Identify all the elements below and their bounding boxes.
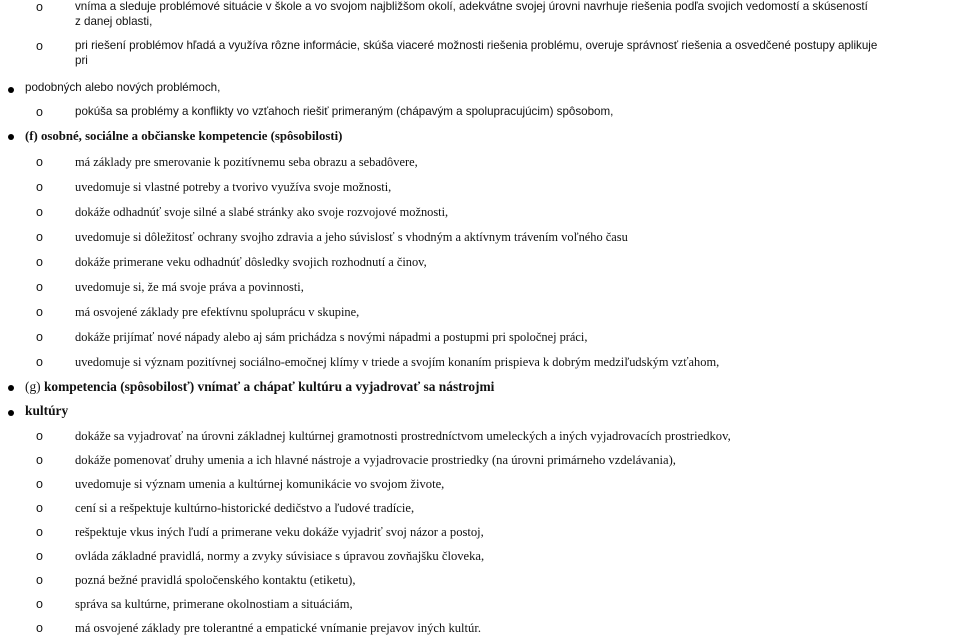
paragraph-line: podobných alebo nových problémoch, [25, 81, 221, 94]
bullet-o-marker: o [36, 105, 43, 119]
list-item: cení si a rešpektuje kultúrno-historické dedičstvo a ľudové tradície, [75, 501, 415, 515]
bullet-o-marker: o [36, 305, 43, 319]
bullet-o-marker: o [36, 180, 43, 194]
bullet-dot-marker [8, 410, 14, 416]
section-heading-f-text: (f) osobné, sociálne a občianske kompetencie (spôsobilosti) [25, 129, 343, 143]
paragraph-line: z danej oblasti, [75, 15, 153, 28]
bullet-o-marker: o [36, 453, 43, 467]
list-item: má osvojené základy pre efektívnu spoluprácu v skupine, [75, 305, 360, 319]
bullet-o-marker: o [36, 549, 43, 563]
section-heading-f [25, 129, 342, 143]
bullet-dot-marker [8, 385, 14, 391]
bullet-o-marker: o [36, 255, 43, 269]
bullet-o-marker: o [36, 573, 43, 587]
bullet-o-marker: o [36, 330, 43, 344]
list-item: dokáže prijímať nové nápady alebo aj sám prichádza s novými nápadmi a postupmi pri spoločnej práci, [75, 330, 588, 344]
bullet-o-marker: o [36, 155, 43, 169]
bullet-o-marker: o [36, 621, 43, 635]
list-item: správa sa kultúrne, primerane okolnostiam a situáciám, [75, 597, 353, 611]
list-item: uvedomuje si význam pozitívnej sociálno-emočnej klímy v triede a svojím konaním prispieva k dobrým medziľudským vzťahom, [75, 355, 720, 369]
paragraph-line: pokúša sa problémy a konflikty vo vzťahoch riešiť primeraným (chápavým a spolupracujúcim) spôsobom, [75, 105, 614, 118]
bullet-o-marker: o [36, 0, 43, 14]
paragraph-line: pri riešení problémov hľadá a využíva rôzne informácie, skúša viaceré možnosti riešenia problému, overuje správnosť riešenia a osvedčené postupy aplikuje [75, 39, 878, 52]
bullet-o-marker: o [36, 280, 43, 294]
bullet-o-marker: o [36, 355, 43, 369]
list-item: má základy pre smerovanie k pozitívnemu seba obrazu a sebadôvere, [75, 155, 418, 169]
list-item: pozná bežné pravidlá spoločenského kontaktu (etiketu), [75, 573, 356, 587]
section-heading-g-text2: kultúry [25, 403, 69, 418]
list-item: dokáže pomenovať druhy umenia a ich hlavné nástroje a vyjadrovacie prostriedky (na úrovni primárneho vzdelávania), [75, 453, 676, 467]
bullet-o-marker: o [36, 429, 43, 443]
section-heading-g-text: kompetencia (spôsobilosť) vnímať a chápať kultúru a vyjadrovať sa nástrojmi [43, 379, 495, 394]
list-item: ovláda základné pravidlá, normy a zvyky súvisiace s úpravou zovňajšku človeka, [75, 549, 485, 563]
list-item: dokáže primerane veku odhadnúť dôsledky svojich rozhodnutí a činov, [75, 255, 427, 269]
paragraph-line: pri [75, 54, 88, 67]
list-item: dokáže odhadnúť svoje silné a slabé stránky ako svoje rozvojové možnosti, [75, 205, 449, 219]
bullet-o-marker: o [36, 39, 43, 53]
list-item: dokáže sa vyjadrovať na úrovni základnej kultúrnej gramotnosti prostredníctvom umeleckých a iných vyjadrovacích prostriedkov, [75, 429, 731, 443]
list-item: uvedomuje si, že má svoje práva a povinnosti, [75, 280, 304, 294]
list-item: uvedomuje si dôležitosť ochrany svojho zdravia a jeho súvislosť s vhodným a aktívnym trávením voľného času [75, 230, 628, 244]
paragraph-line: vníma a sleduje problémové situácie v škole a vo svojom najbližšom okolí, adekvátne svojej úrovni navrhuje riešenia podľa svojich vedomostí a skúseností [75, 0, 868, 13]
bullet-o-marker: o [36, 230, 43, 244]
list-item: uvedomuje si vlastné potreby a tvorivo využíva svoje možnosti, [75, 180, 392, 194]
bullet-o-marker: o [36, 525, 43, 539]
section-heading-g-prefix: (g) [25, 379, 44, 394]
bullet-o-marker: o [36, 501, 43, 515]
list-item: uvedomuje si význam umenia a kultúrnej komunikácie vo svojom živote, [75, 477, 445, 491]
bullet-dot-marker [8, 87, 14, 93]
section-heading-g-cont [25, 404, 68, 419]
bullet-o-marker: o [36, 477, 43, 491]
list-item: rešpektuje vkus iných ľudí a primerane veku dokáže vyjadriť svoj názor a postoj, [75, 525, 484, 539]
bullet-o-marker: o [36, 205, 43, 219]
bullet-dot-marker [8, 134, 14, 140]
list-item: má osvojené základy pre tolerantné a empatické vnímanie prejavov iných kultúr. [75, 621, 482, 635]
bullet-o-marker: o [36, 597, 43, 611]
section-heading-g [25, 380, 494, 395]
